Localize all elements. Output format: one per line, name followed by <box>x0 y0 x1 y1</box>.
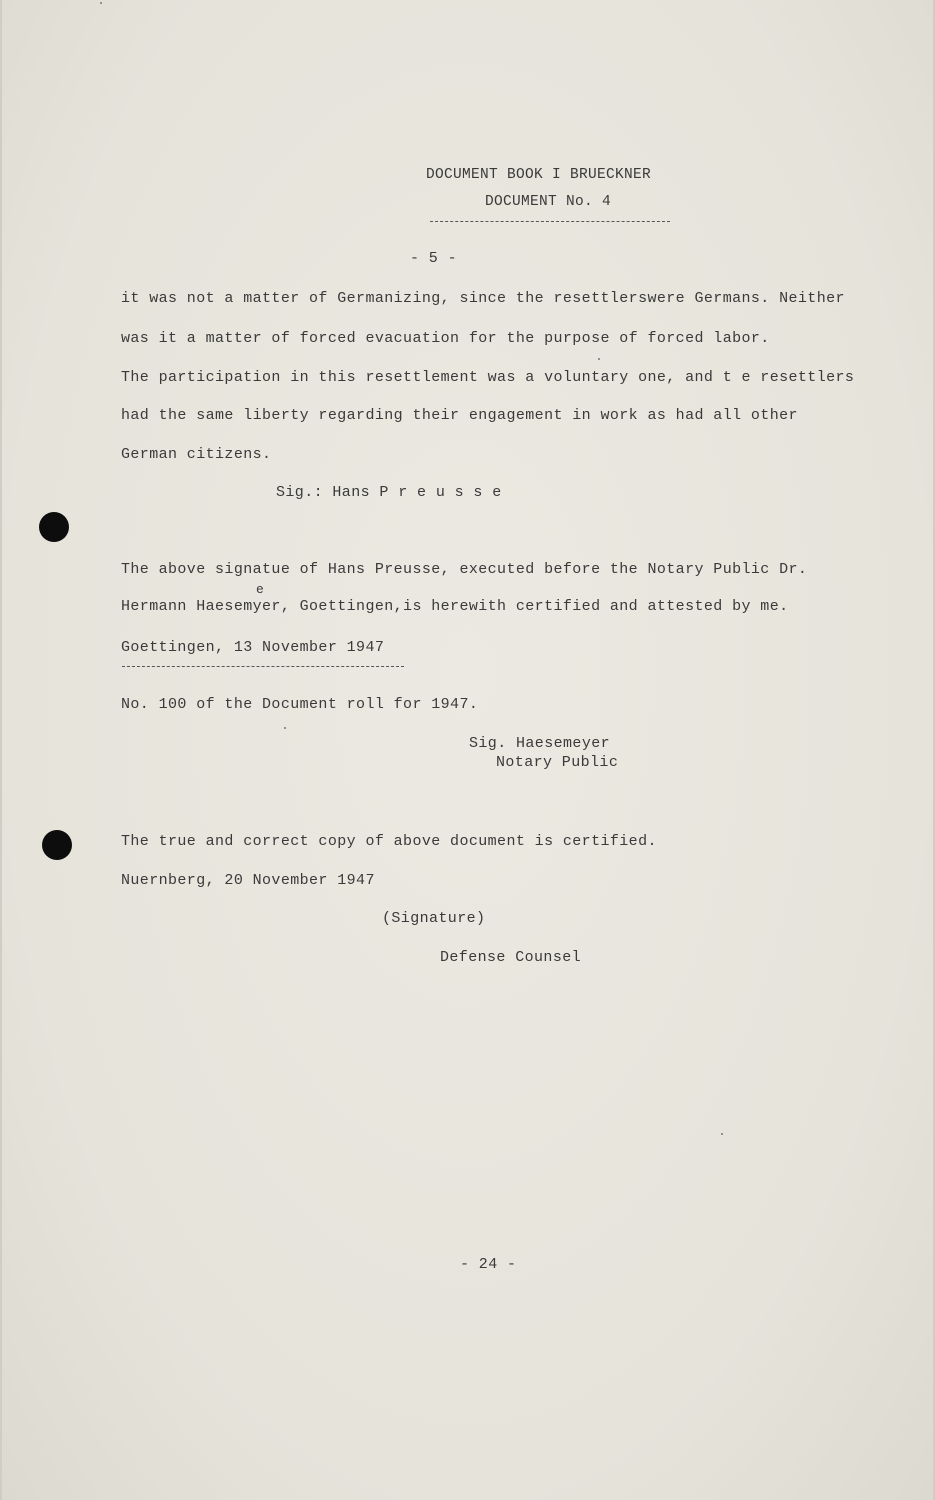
copy-certification-place-date: Nuernberg, 20 November 1947 <box>121 872 375 889</box>
superscript-e: e <box>256 582 264 597</box>
body-line-2: was it a matter of forced evacuation for the purpose of forced labor. <box>121 330 770 347</box>
document-number: DOCUMENT No. 4 <box>485 194 612 210</box>
signature-preusse: Sig.: Hans P r e u s s e <box>276 484 502 501</box>
body-line-5: German citizens. <box>121 446 272 463</box>
document-book-title: DOCUMENT BOOK I BRUECKNER <box>426 167 652 183</box>
paper-speck <box>721 1133 723 1135</box>
paper-speck <box>284 727 286 729</box>
header-dashed-rule <box>430 221 670 222</box>
body-line-4: had the same liberty regarding their engagement in work as had all other <box>121 407 798 424</box>
paper-speck <box>598 358 600 360</box>
certification-line-1: The above signatue of Hans Preusse, executed before the Notary Public Dr. <box>121 561 808 578</box>
page-marker: - 5 - <box>410 250 458 267</box>
certification-place-date: Goettingen, 13 November 1947 <box>121 639 385 656</box>
copy-certification-statement: The true and correct copy of above document is certified. <box>121 833 657 850</box>
certification-dashed-rule <box>122 666 404 667</box>
certification-line-2: Hermann Haesemyer, Goettingen,is herewith certified and attested by me. <box>121 598 789 615</box>
punch-hole-top <box>39 512 69 542</box>
notary-title: Notary Public <box>496 754 619 771</box>
defense-counsel: Defense Counsel <box>440 949 582 966</box>
punch-hole-bottom <box>42 830 72 860</box>
copy-signature: (Signature) <box>382 910 486 927</box>
notary-signature: Sig. Haesemeyer <box>469 735 611 752</box>
body-line-1: it was not a matter of Germanizing, since the resettlerswere Germans. Neither <box>121 290 845 307</box>
document-roll-number: No. 100 of the Document roll for 1947. <box>121 696 479 713</box>
footer-page-number: - 24 - <box>460 1256 517 1273</box>
paper-speck <box>100 2 102 4</box>
body-line-3: The participation in this resettlement was a voluntary one, and t e resettlers <box>121 369 855 386</box>
